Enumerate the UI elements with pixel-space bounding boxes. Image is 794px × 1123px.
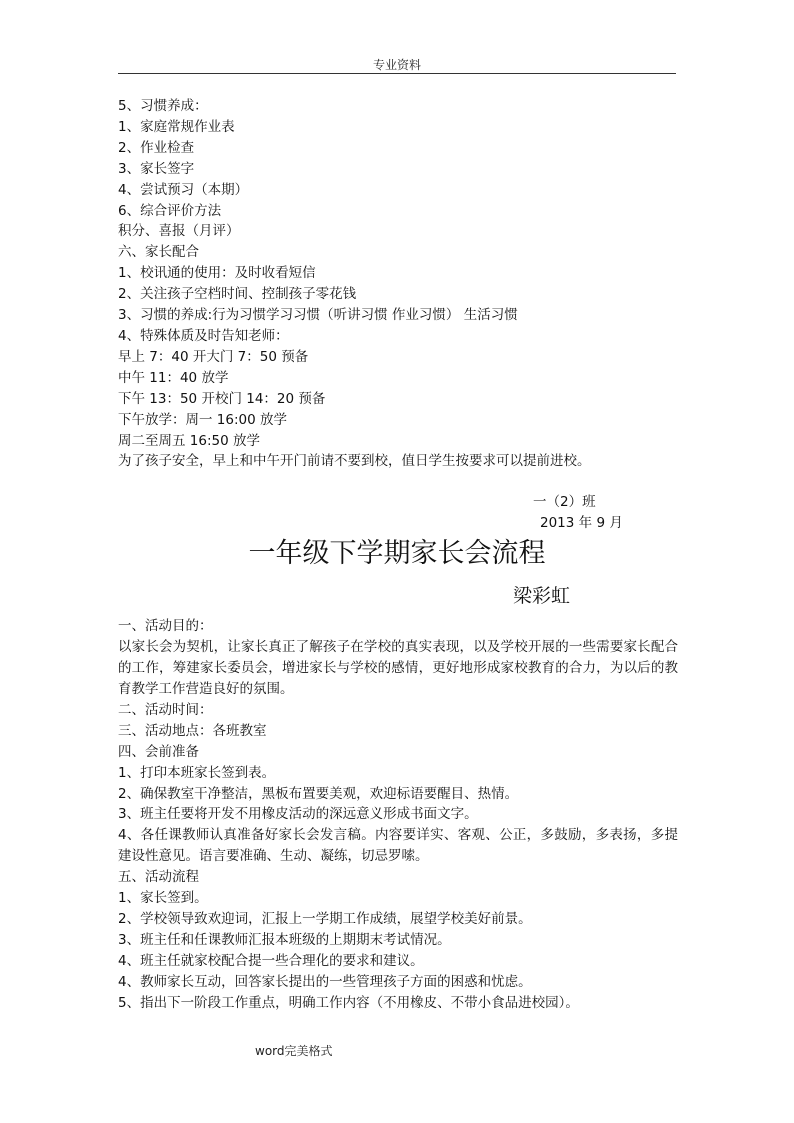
- list-item: 4、教师家长互动，回答家长提出的一些管理孩子方面的困惑和忧虑。: [118, 973, 532, 990]
- text-line: 4、特殊体质及时告知老师：: [118, 327, 289, 344]
- schedule-line: 中午 11：40 放学: [118, 369, 229, 386]
- schedule-line: 下午放学：周一 16:00 放学: [118, 411, 287, 428]
- text-line: 积分、喜报（月评）: [118, 223, 240, 240]
- list-item: 3、班主任和任课教师汇报本班级的上期期末考试情况。: [118, 932, 451, 949]
- header-divider: [118, 73, 676, 74]
- text-line: 6、综合评价方法: [118, 202, 222, 219]
- list-item: 2、确保教室干净整洁，黑板布置要美观，欢迎标语要醒目、热情。: [118, 785, 519, 802]
- list-item: 3、班主任要将开发不用橡皮活动的深远意义形成书面文字。: [118, 806, 478, 823]
- text-line: 2、关注孩子空档时间、控制孩子零花钱: [118, 286, 357, 303]
- text-line: 4、尝试预习（本期）: [118, 181, 249, 198]
- section-heading: 五、活动流程: [118, 869, 199, 886]
- list-item: 1、家长签到。: [118, 890, 208, 907]
- section-habits-and-cooperation: [118, 96, 678, 472]
- list-item: 2、学校领导致欢迎词，汇报上一学期工作成绩，展望学校美好前景。: [118, 911, 532, 928]
- list-item: 4、各任课教师认真准备好家长会发言稿。内容要详实、客观、公正，多鼓励，多表扬，多提建设性意见。语言要准确、生动、凝练，切忌罗嗦。: [118, 827, 678, 865]
- page-header: 专业资料: [372, 58, 421, 72]
- section-heading: 二、活动时间：: [118, 701, 213, 718]
- list-item: 1、打印本班家长签到表。: [118, 764, 276, 781]
- text-line: 为了孩子安全，早上和中午开门前请不要到校，值日学生按要求可以提前进校。: [118, 453, 591, 470]
- section-heading: 六、家长配合: [118, 244, 199, 261]
- section-meeting-process: [118, 616, 678, 1014]
- text-line: 3、家长签字: [118, 160, 195, 177]
- document-title: 一年级下学期家长会流程: [248, 538, 546, 569]
- signature-date: 2013 年 9 月: [540, 515, 623, 531]
- page-footer: word完美格式: [255, 1044, 333, 1058]
- section-heading: 一、活动目的：: [118, 618, 213, 634]
- section-heading: 四、会前准备: [118, 743, 199, 760]
- text-line: 1、家庭常规作业表: [118, 118, 235, 135]
- schedule-line: 周二至周五 16:50 放学: [118, 432, 260, 449]
- text-line: 5、习惯养成：: [118, 98, 208, 114]
- text-line: 2、作业检查: [118, 139, 195, 156]
- list-item: 4、班主任就家校配合提一些合理化的要求和建议。: [118, 952, 424, 969]
- signature-class: 一（2）班: [533, 494, 596, 510]
- list-item: 5、指出下一阶段工作重点，明确工作内容（不用橡皮、不带小食品进校园）。: [118, 994, 579, 1011]
- text-line: 1、校讯通的使用：及时收看短信: [118, 265, 316, 282]
- author-name: 梁彩虹: [513, 585, 571, 607]
- schedule-line: 下午 13：50 开校门 14：20 预备: [118, 390, 326, 407]
- section-heading: 三、活动地点：各班教室: [118, 722, 267, 739]
- schedule-line: 早上 7：40 开大门 7：50 预备: [118, 348, 309, 365]
- text-line: 3、习惯的养成:行为习惯学习习惯（听讲习惯 作业习惯） 生活习惯: [118, 307, 518, 324]
- goal-paragraph: 以家长会为契机，让家长真正了解孩子在学校的真实表现，以及学校开展的一些需要家长配合的工作，筹建家长委员会，增进家长与学校的感情，更好地形成家校教育的合力，为以后的教育教学工作营造良好的氛围。: [118, 638, 678, 697]
